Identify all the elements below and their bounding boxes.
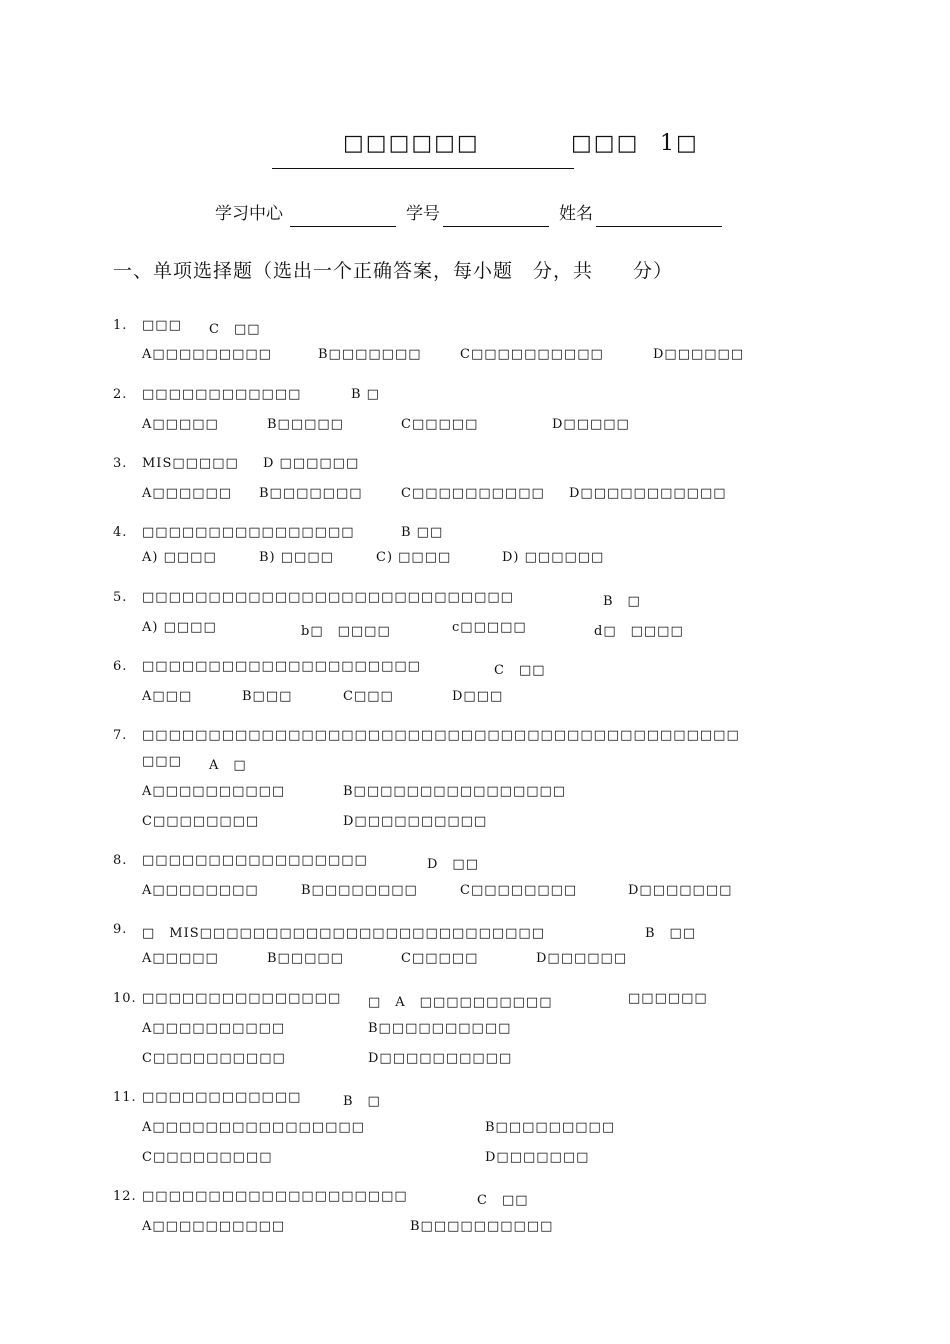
option-d: D□□□□□□□□□□ bbox=[343, 814, 488, 829]
option-d: D□□□□□□□□□□ bbox=[368, 1051, 513, 1066]
question-text-tail: □□□□□□ bbox=[628, 991, 708, 1006]
question-text: □□□□□□□□□□□□□□□ bbox=[142, 991, 342, 1006]
question-number: 8. bbox=[113, 853, 128, 868]
question-answer: B □ bbox=[351, 387, 380, 402]
option-b: B) □□□□ bbox=[259, 550, 334, 565]
question-text: □□□□□□□□□□□□□□□□□□□□□□□□□□□□□□□□□□□□□□□□□□□□□ bbox=[142, 728, 740, 743]
exam-subtitle: □□□ bbox=[571, 131, 640, 156]
option-d: D□□□□□□ bbox=[653, 347, 745, 362]
option-a: A□□□□□□□□□□ bbox=[142, 1021, 286, 1036]
title-underline bbox=[272, 168, 574, 169]
question-text: □□□□□□□□□□□□ bbox=[142, 1090, 302, 1105]
question-number: 6. bbox=[113, 659, 128, 674]
question-number: 10. bbox=[113, 991, 137, 1006]
option-c: C□□□ bbox=[343, 689, 394, 704]
option-b: B□□□□□□□□ bbox=[301, 883, 418, 898]
question-number: 11. bbox=[113, 1090, 137, 1105]
option-a: A□□□□□□□□□ bbox=[142, 347, 272, 362]
option-a: A) □□□□ bbox=[142, 620, 217, 635]
question-number: 2. bbox=[113, 387, 128, 402]
question-text: □□□□□□□□□□□□□□□□□□□□ bbox=[142, 1189, 408, 1204]
question-answer: C □□ bbox=[494, 663, 546, 678]
question-text: □□□□□□□□□□□□□□□□□ bbox=[142, 853, 368, 868]
option-c: C□□□□□□□□□□ bbox=[401, 486, 545, 501]
section-heading: 一、单项选择题（选出一个正确答案，每小题 分，共 分） bbox=[113, 260, 674, 282]
question-answer: C □□ bbox=[477, 1193, 529, 1208]
option-a: A□□□□□□□□□□□□□□□□ bbox=[142, 1120, 365, 1135]
option-a: A) □□□□ bbox=[142, 550, 217, 565]
exam-title: □□□□□□ bbox=[343, 131, 480, 156]
learning-center-field[interactable] bbox=[290, 226, 396, 227]
question-number: 5. bbox=[113, 590, 128, 605]
option-a: A□□□□□ bbox=[142, 417, 219, 432]
option-b: B□□□□□ bbox=[267, 951, 344, 966]
question-text: □□□□□□□□□□□□□□□□ bbox=[142, 525, 355, 540]
question-text: □ MIS□□□□□□□□□□□□□□□□□□□□□□□□□□ bbox=[142, 926, 545, 941]
option-c: C□□□□□□□□□□ bbox=[460, 347, 604, 362]
option-c: C□□□□□□□□ bbox=[142, 814, 260, 829]
option-d: D□□□ bbox=[452, 689, 504, 704]
option-c: C□□□□□ bbox=[401, 951, 479, 966]
option-a: A□□□□□□□□□□ bbox=[142, 1219, 286, 1234]
question-number: 4. bbox=[113, 525, 128, 540]
option-d: D□□□□□□□□□□□ bbox=[569, 486, 727, 501]
option-a: A□□□□□□ bbox=[142, 486, 233, 501]
question-answer: B □ bbox=[603, 594, 641, 609]
question-text: □□□ bbox=[142, 318, 182, 333]
option-b: B□□□□□□□ bbox=[318, 347, 422, 362]
question-text: □□□□□□□□□□□□□□□□□□□□□□□□□□□□ bbox=[142, 590, 514, 605]
option-d: D□□□□□□□ bbox=[485, 1150, 590, 1165]
question-text: MIS□□□□□ bbox=[142, 456, 239, 471]
option-b: B□□□□□ bbox=[267, 417, 344, 432]
option-a: A□□□□□□□□□□ bbox=[142, 784, 286, 799]
question-number: 3. bbox=[113, 456, 128, 471]
name-field[interactable] bbox=[596, 226, 722, 227]
question-number: 7. bbox=[113, 728, 128, 743]
option-b: b□ □□□□ bbox=[301, 624, 391, 639]
option-b: B□□□ bbox=[242, 689, 293, 704]
option-c: C□□□□□□□□□□ bbox=[142, 1051, 286, 1066]
option-c: C□□□□□ bbox=[401, 417, 479, 432]
option-d: d□ □□□□ bbox=[594, 624, 684, 639]
question-answer: □ A □□□□□□□□□□ bbox=[368, 995, 553, 1010]
question-answer: B □□ bbox=[401, 525, 444, 540]
question-answer: D □□ bbox=[427, 857, 479, 872]
option-c: C) □□□□ bbox=[376, 550, 452, 565]
question-answer: B □ bbox=[343, 1094, 381, 1109]
option-a: A□□□□□□□□ bbox=[142, 883, 259, 898]
learning-center-label: 学习中心 bbox=[215, 204, 283, 224]
question-number: 12. bbox=[113, 1189, 137, 1204]
student-id-label: 学号 bbox=[406, 204, 440, 224]
option-b: B□□□□□□□□□□□□□□□□ bbox=[343, 784, 567, 799]
option-b: B□□□□□□□ bbox=[259, 486, 363, 501]
option-d: D□□□□□□□ bbox=[628, 883, 733, 898]
name-label: 姓名 bbox=[559, 204, 593, 224]
option-d: D) □□□□□□ bbox=[502, 550, 605, 565]
question-answer: D □□□□□□ bbox=[263, 456, 360, 471]
question-number: 9. bbox=[113, 922, 128, 937]
question-answer: A □ bbox=[209, 758, 247, 773]
question-text: □□□□□□□□□□□□□□□□□□□□□ bbox=[142, 659, 421, 674]
question-answer: B □□ bbox=[645, 926, 697, 941]
question-text-continued: □□□ bbox=[142, 754, 182, 769]
option-a: A□□□□□ bbox=[142, 951, 219, 966]
exam-number: 1□ bbox=[660, 131, 699, 156]
option-b: B□□□□□□□□□□ bbox=[368, 1021, 512, 1036]
question-answer: C □□ bbox=[209, 322, 261, 337]
student-id-field[interactable] bbox=[443, 226, 549, 227]
question-number: 1. bbox=[113, 318, 128, 333]
option-c: c□□□□□ bbox=[452, 620, 527, 635]
option-b: B□□□□□□□□□□ bbox=[410, 1219, 554, 1234]
option-a: A□□□ bbox=[142, 689, 193, 704]
option-c: C□□□□□□□□ bbox=[460, 883, 578, 898]
option-b: B□□□□□□□□□ bbox=[485, 1120, 616, 1135]
question-text: □□□□□□□□□□□□ bbox=[142, 387, 302, 402]
option-d: D□□□□□□ bbox=[536, 951, 628, 966]
option-d: D□□□□□ bbox=[552, 417, 630, 432]
option-c: C□□□□□□□□□ bbox=[142, 1150, 273, 1165]
